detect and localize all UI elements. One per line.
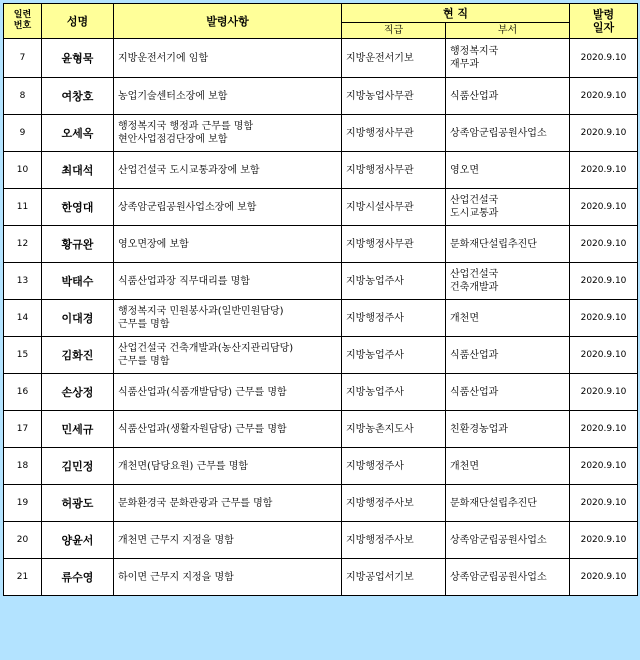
table-header: [4, 4, 638, 39]
cell-order: 산업건설국 도시교통과장에 보함: [114, 152, 342, 189]
cell-date: 2020.9.10: [570, 300, 638, 337]
cell-grade: 지방농업주사: [342, 374, 446, 411]
cell-no: 14: [4, 300, 42, 337]
cell-no: 21: [4, 559, 42, 596]
table-row: [4, 337, 638, 374]
cell-name: 황규완: [42, 226, 114, 263]
cell-name: 한영대: [42, 189, 114, 226]
cell-grade: 지방농업주사: [342, 337, 446, 374]
cell-dept: 개천면: [446, 300, 570, 337]
document-frame: [3, 3, 637, 657]
cell-no: 11: [4, 189, 42, 226]
header-dept: 부서: [446, 23, 570, 39]
cell-order: 하이면 근무지 지정을 명함: [114, 559, 342, 596]
cell-grade: 지방행정주사보: [342, 522, 446, 559]
cell-dept-line: 산업건설국: [450, 195, 499, 206]
cell-dept-line: 도시교통과: [450, 208, 499, 219]
table-row: [4, 300, 638, 337]
cell-dept: 친환경농업과: [446, 411, 570, 448]
cell-grade: 지방행정주사보: [342, 485, 446, 522]
cell-no: 16: [4, 374, 42, 411]
cell-grade: 지방농업사무관: [342, 78, 446, 115]
cell-name: 류수영: [42, 559, 114, 596]
cell-date: 2020.9.10: [570, 39, 638, 78]
table-row: [4, 39, 638, 78]
cell-date: 2020.9.10: [570, 522, 638, 559]
cell-date: 2020.9.10: [570, 374, 638, 411]
cell-order-line: 산업건설국 건축개발과(농산지관리담당): [118, 343, 294, 354]
header-grade: 직급: [342, 23, 446, 39]
table-row: [4, 189, 638, 226]
cell-name: 여창호: [42, 78, 114, 115]
cell-grade: 지방행정사무관: [342, 226, 446, 263]
cell-dept: 상족암군립공원사업소: [446, 522, 570, 559]
cell-no: 9: [4, 115, 42, 152]
cell-order: 식품산업과(식품개발담당) 근무를 명함: [114, 374, 342, 411]
cell-grade: 지방행정사무관: [342, 152, 446, 189]
cell-grade: 지방행정주사: [342, 300, 446, 337]
cell-dept: 문화재단설립추진단: [446, 485, 570, 522]
header-date-line2: 일자: [592, 21, 615, 34]
table-row: [4, 115, 638, 152]
cell-order: 식품산업과(생활자원담당) 근무를 명함: [114, 411, 342, 448]
cell-grade: 지방시설사무관: [342, 189, 446, 226]
cell-no: 10: [4, 152, 42, 189]
header-current: 현 직: [342, 4, 570, 23]
cell-dept: [446, 189, 570, 226]
cell-no: 13: [4, 263, 42, 300]
cell-no: 15: [4, 337, 42, 374]
cell-date: 2020.9.10: [570, 559, 638, 596]
cell-dept-line: 산업건설국: [450, 269, 499, 280]
header-no-line1: 일련: [13, 10, 32, 20]
cell-name: 오세옥: [42, 115, 114, 152]
cell-dept: [446, 263, 570, 300]
cell-order-line: 근무를 명함: [118, 356, 170, 367]
cell-dept: 상족암군립공원사업소: [446, 559, 570, 596]
cell-dept: 식품산업과: [446, 78, 570, 115]
cell-order: 지방운전서기에 임함: [114, 39, 342, 78]
cell-date: 2020.9.10: [570, 337, 638, 374]
cell-order: [114, 337, 342, 374]
cell-order: 식품산업과장 직무대리를 명함: [114, 263, 342, 300]
cell-no: 19: [4, 485, 42, 522]
cell-no: 7: [4, 39, 42, 78]
table-row: [4, 411, 638, 448]
table-row: [4, 78, 638, 115]
cell-no: 8: [4, 78, 42, 115]
header-no-line2: 번호: [13, 21, 32, 31]
cell-grade: 지방농촌지도사: [342, 411, 446, 448]
cell-name: 김민정: [42, 448, 114, 485]
header-date-line1: 발령: [592, 8, 615, 21]
cell-no: 12: [4, 226, 42, 263]
cell-date: 2020.9.10: [570, 189, 638, 226]
cell-dept: 상족암군립공원사업소: [446, 115, 570, 152]
cell-dept-line: 행정복지국: [450, 46, 499, 57]
cell-no: 20: [4, 522, 42, 559]
cell-order: 문화환경국 문화관광과 근무를 명함: [114, 485, 342, 522]
cell-order: [114, 115, 342, 152]
table-row: [4, 485, 638, 522]
cell-date: 2020.9.10: [570, 411, 638, 448]
cell-grade: 지방농업주사: [342, 263, 446, 300]
cell-order: 영오면장에 보함: [114, 226, 342, 263]
cell-order-line: 행정복지국 행정과 근무를 명함: [118, 121, 254, 132]
cell-grade: 지방운전서기보: [342, 39, 446, 78]
cell-date: 2020.9.10: [570, 226, 638, 263]
cell-dept: [446, 39, 570, 78]
cell-date: 2020.9.10: [570, 78, 638, 115]
header-name: 성명: [42, 4, 114, 39]
table-row: [4, 522, 638, 559]
cell-grade: 지방공업서기보: [342, 559, 446, 596]
cell-name: 이대경: [42, 300, 114, 337]
cell-order: 개천면 근무지 지정을 명함: [114, 522, 342, 559]
cell-name: 최대석: [42, 152, 114, 189]
cell-date: 2020.9.10: [570, 263, 638, 300]
cell-dept: 문화재단설립추진단: [446, 226, 570, 263]
cell-name: 박태수: [42, 263, 114, 300]
table-body: [4, 39, 638, 596]
cell-dept: 영오면: [446, 152, 570, 189]
table-row: [4, 448, 638, 485]
cell-date: 2020.9.10: [570, 115, 638, 152]
header-date: [570, 4, 638, 39]
header-order: 발령사항: [114, 4, 342, 39]
cell-order: 개천면(담당요원) 근무를 명함: [114, 448, 342, 485]
cell-date: 2020.9.10: [570, 152, 638, 189]
table-row: [4, 263, 638, 300]
table-row: [4, 374, 638, 411]
cell-name: 민세규: [42, 411, 114, 448]
cell-grade: 지방행정주사: [342, 448, 446, 485]
table-row: [4, 152, 638, 189]
cell-dept: 식품산업과: [446, 374, 570, 411]
table-row: [4, 559, 638, 596]
cell-grade: 지방행정사무관: [342, 115, 446, 152]
table-row: [4, 226, 638, 263]
cell-name: 손상정: [42, 374, 114, 411]
cell-order: 상족암군립공원사업소장에 보함: [114, 189, 342, 226]
cell-dept: 개천면: [446, 448, 570, 485]
cell-order-line: 근무를 명함: [118, 319, 170, 330]
cell-name: 양윤서: [42, 522, 114, 559]
cell-name: 허광도: [42, 485, 114, 522]
cell-order: 농업기술센터소장에 보함: [114, 78, 342, 115]
cell-dept: 식품산업과: [446, 337, 570, 374]
header-no: [4, 4, 42, 39]
cell-order-line: 행정복지국 민원봉사과(일반민원담당): [118, 306, 284, 317]
cell-date: 2020.9.10: [570, 485, 638, 522]
cell-dept-line: 건축개발과: [450, 282, 499, 293]
cell-name: 윤형묵: [42, 39, 114, 78]
cell-order-line: 현안사업점검단장에 보함: [118, 134, 228, 145]
cell-no: 18: [4, 448, 42, 485]
cell-date: 2020.9.10: [570, 448, 638, 485]
personnel-table: [3, 3, 638, 596]
cell-name: 김화진: [42, 337, 114, 374]
cell-order: [114, 300, 342, 337]
cell-no: 17: [4, 411, 42, 448]
cell-dept-line: 재무과: [450, 59, 479, 70]
